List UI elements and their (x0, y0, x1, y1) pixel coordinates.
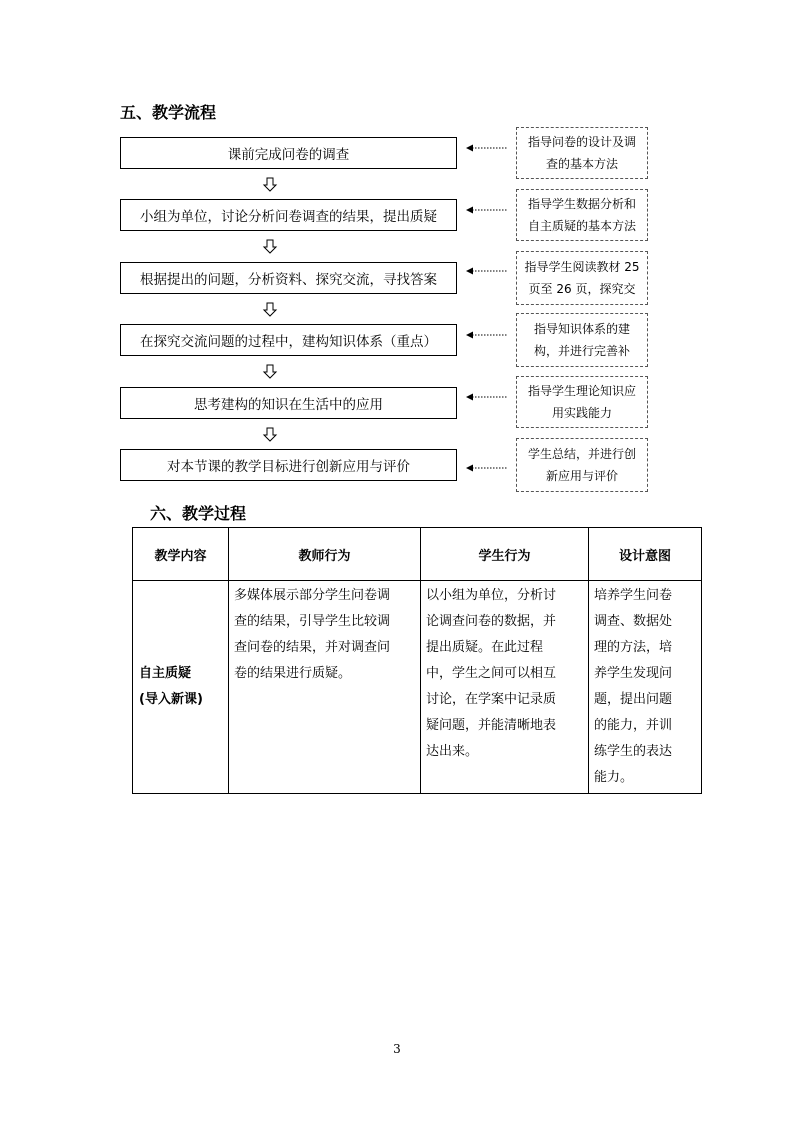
cell-intent: 培养学生问卷 调查、数据处 理的方法，培 养学生发现问 题，提出问题 的能力，并训 练学生的表达 能力。 (589, 581, 702, 794)
section6-title: 六、教学过程 (150, 504, 247, 523)
dotted-left-arrow-icon (466, 392, 508, 402)
table-row (133, 581, 702, 794)
flow-step-1: 课前完成问卷的调查 (120, 137, 457, 169)
down-arrow-icon (262, 239, 278, 255)
col-header-student: 学生行为 (421, 528, 589, 581)
down-arrow-icon (262, 177, 278, 193)
flow-step-3: 根据提出的问题，分析资料、探究交流，寻找答案 (120, 262, 457, 294)
flow-note-1: 指导问卷的设计及调 查的基本方法 (516, 127, 648, 179)
down-arrow-icon (262, 427, 278, 443)
cell-student: 以小组为单位，分析讨 论调查问卷的数据，并 提出质疑。在此过程 中，学生之间可以相互 讨论，在学案中记录质 疑问题，并能清晰地表 达出来。 (421, 581, 589, 794)
down-arrow-icon (262, 302, 278, 318)
col-header-intent: 设计意图 (589, 528, 702, 581)
dotted-left-arrow-icon (466, 205, 508, 215)
flow-note-2: 指导学生数据分析和 自主质疑的基本方法 (516, 189, 648, 241)
dotted-left-arrow-icon (466, 266, 508, 276)
flow-step-2: 小组为单位，讨论分析问卷调查的结果，提出质疑 (120, 199, 457, 231)
flow-step-4: 在探究交流问题的过程中，建构知识体系（重点） (120, 324, 457, 356)
flow-step-6: 对本节课的教学目标进行创新应用与评价 (120, 449, 457, 481)
teaching-process-table (132, 527, 702, 794)
dotted-left-arrow-icon (466, 330, 508, 340)
col-header-content: 教学内容 (133, 528, 229, 581)
page-number: 3 (393, 1042, 401, 1056)
flow-note-3: 指导学生阅读教材 25 页至 26 页，探究交 (516, 251, 648, 305)
cell-teacher: 多媒体展示部分学生问卷调 查的结果，引导学生比较调 查问卷的结果，并对调查问 卷的结果进行质疑。 (229, 581, 421, 794)
flow-step-5: 思考建构的知识在生活中的应用 (120, 387, 457, 419)
cell-content: 自主质疑 (导入新课) (133, 581, 229, 794)
section5-title: 五、教学流程 (120, 103, 217, 122)
flow-note-5: 指导学生理论知识应 用实践能力 (516, 376, 648, 428)
flow-note-4: 指导知识体系的建 构，并进行完善补 (516, 313, 648, 367)
down-arrow-icon (262, 364, 278, 380)
flow-note-6: 学生总结，并进行创 新应用与评价 (516, 438, 648, 492)
dotted-left-arrow-icon (466, 463, 508, 473)
dotted-left-arrow-icon (466, 143, 508, 153)
col-header-teacher: 教师行为 (229, 528, 421, 581)
